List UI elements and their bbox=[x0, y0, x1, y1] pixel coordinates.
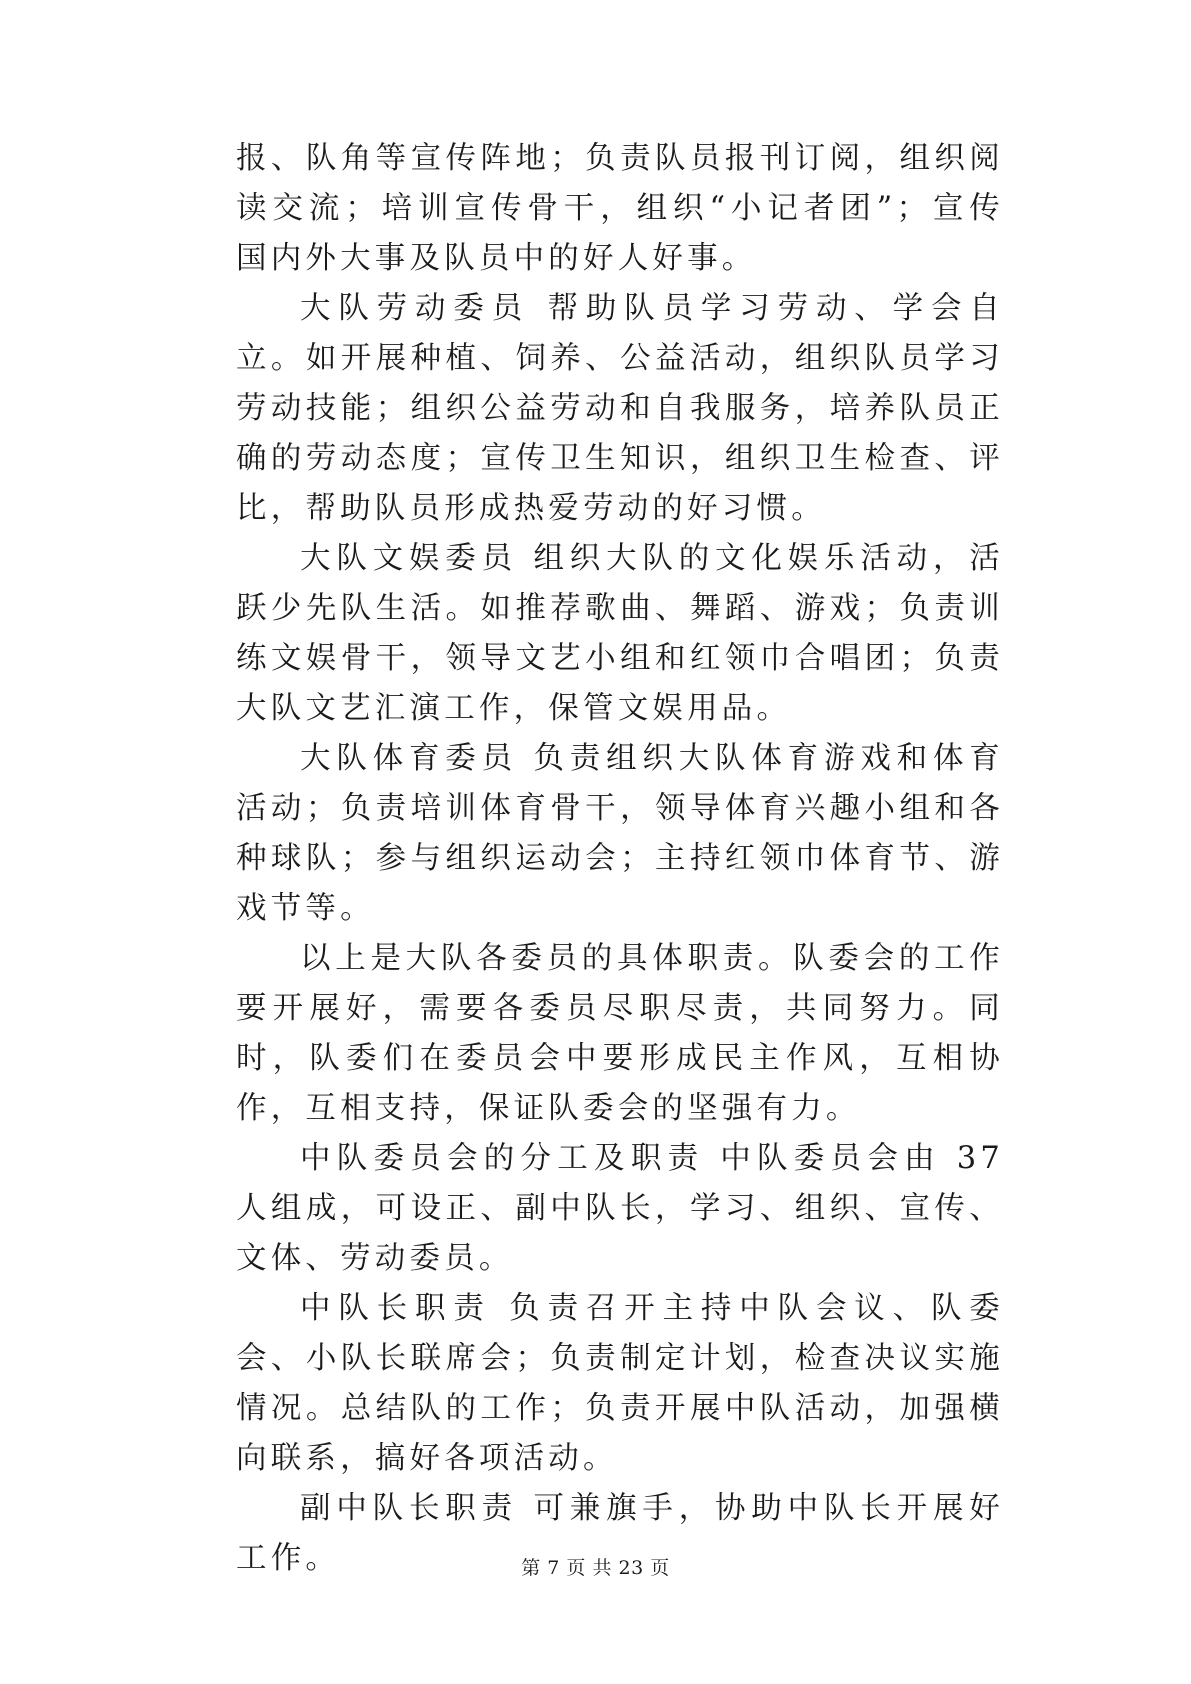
document-body bbox=[236, 134, 1004, 1584]
paragraph-squadron-leader: 中队长职责 负责召开主持中队会议、队委会、小队长联席会；负责制定计划，检查决议实施情况。总结队的工作；负责开展中队活动，加强横向联系，搞好各项活动。 bbox=[236, 1291, 1004, 1476]
paragraph-squadron-committee: 中队委员会的分工及职责 中队委员会由 37 人组成，可设正、副中队长，学习、组织、宣传、文体、劳动委员。 bbox=[236, 1141, 1004, 1276]
paragraph-labor-committee: 大队劳动委员 帮助队员学习劳动、学会自立。如开展种植、饲养、公益活动，组织队员学习劳动技能；组织公益劳动和自我服务，培养队员正确的劳动态度；宣传卫生知识，组织卫生检查、评比，帮助队员形成热爱劳动的好习惯。 bbox=[236, 291, 1004, 526]
paragraph-propaganda-continued: 报、队角等宣传阵地；负责队员报刊订阅，组织阅读交流；培训宣传骨干，组织“小记者团”；宣传国内外大事及队员中的好人好事。 bbox=[236, 141, 1004, 276]
paragraph-summary: 以上是大队各委员的具体职责。队委会的工作要开展好，需要各委员尽职尽责，共同努力。同时，队委们在委员会中要形成民主作风，互相协作，互相支持，保证队委会的坚强有力。 bbox=[236, 941, 1004, 1126]
paragraph-deputy-squadron-leader: 副中队长职责 可兼旗手，协助中队长开展好工作。 bbox=[236, 1491, 1004, 1576]
page-number: 第 7 页 共 23 页 bbox=[521, 1557, 670, 1579]
paragraph-sports-committee: 大队体育委员 负责组织大队体育游戏和体育活动；负责培训体育骨干，领导体育兴趣小组和各种球队；参与组织运动会；主持红领巾体育节、游戏节等。 bbox=[236, 741, 1004, 926]
paragraph-entertainment-committee: 大队文娱委员 组织大队的文化娱乐活动，活跃少先队生活。如推荐歌曲、舞蹈、游戏；负责训练文娱骨干，领导文艺小组和红领巾合唱团；负责大队文艺汇演工作，保管文娱用品。 bbox=[236, 541, 1004, 726]
